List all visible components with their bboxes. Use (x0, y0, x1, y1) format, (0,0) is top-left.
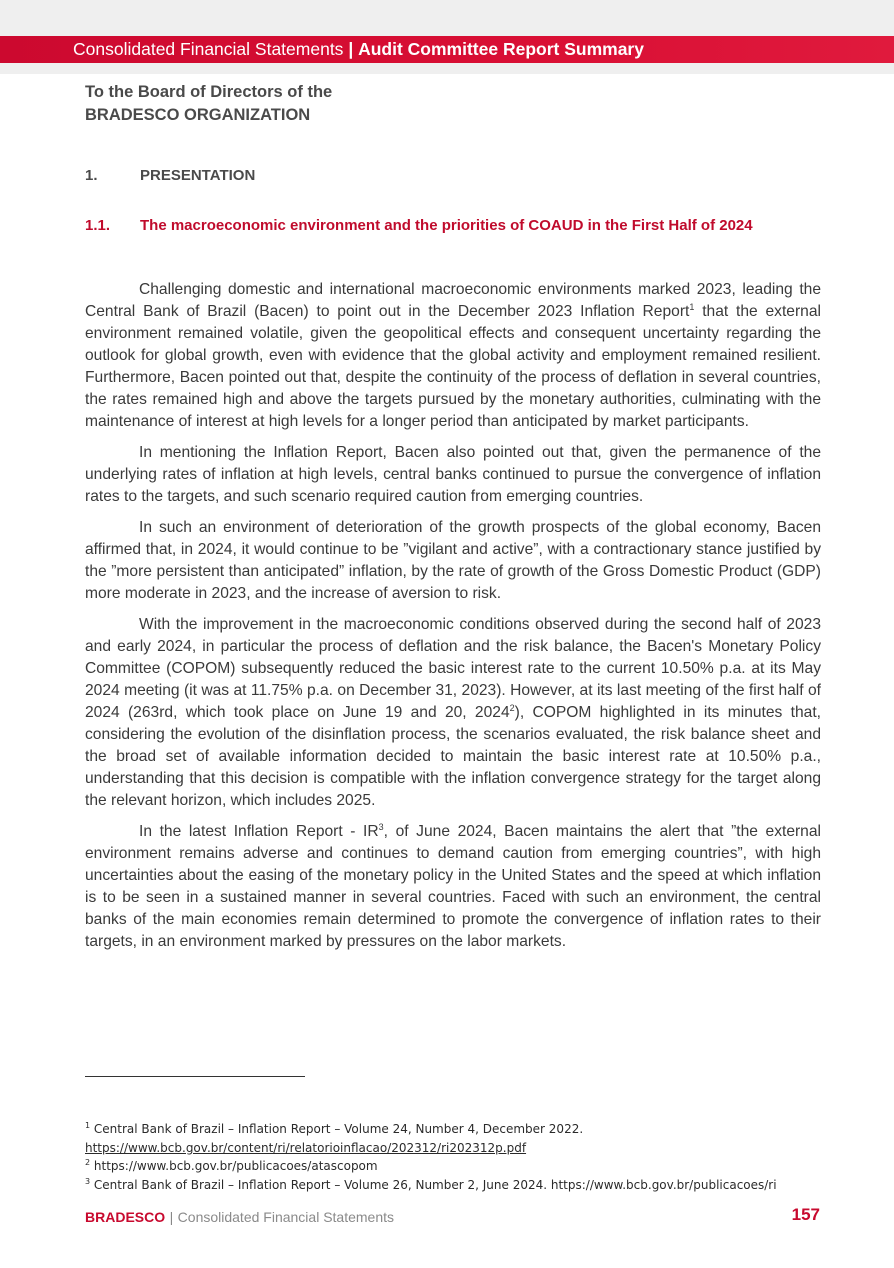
page-number: 157 (791, 1205, 820, 1224)
footnote-2 (85, 1157, 825, 1176)
paragraph-5-text-a: In the latest Inflation Report - IR (139, 823, 379, 840)
header-title: Audit Committee Report Summary (358, 39, 644, 59)
paragraph-5-text-b: , of June 2024, Bacen maintains the alert that ”the external environment remains adverse and continues to demand caution from emerging countries”, with high uncertainties about the easing of the monetary policy in the United States and the speed at which inflation is to be seen in a sustained manner in several countries. Faced with such an environment, the central banks of the main economies remain determined to promote the convergence of inflation rates to their targets, in an environment marked by pressures on the labor markets. (85, 823, 821, 950)
footnote-2-number: 2 (85, 1158, 91, 1167)
paragraph-1-text-b: that the external environment remained volatile, given the geopolitical effects and consequent uncertainty regarding the outlook for global growth, even with evidence that the global activity and employment remained resilient. Furthermore, Bacen pointed out that, despite the continuity of the process of deflation in several countries, the rates remained high and above the targets pursued by the monetary authorities, culminating with the maintenance of interest at high levels for a longer period than anticipated by market participants. (85, 303, 821, 430)
paragraph-5 (85, 821, 821, 953)
paragraph-2: In mentioning the Inflation Report, Bacen also pointed out that, given the permanence of the underlying rates of inflation at high levels, central banks continued to pursue the convergence of inflation rates to the targets, and such scenario required caution from emerging countries. (85, 444, 821, 505)
header-section: Consolidated Financial Statements (73, 39, 344, 59)
footnote-ref-3: 3 (378, 821, 384, 832)
salutation-line-2: BRADESCO ORGANIZATION (85, 106, 311, 124)
footnote-1-link[interactable]: https://www.bcb.gov.br/content/ri/relatorioinflacao/202312/ri202312p.pdf (85, 1140, 527, 1155)
footnote-1 (85, 1120, 825, 1139)
subsection-number: 1.1. (85, 217, 111, 234)
footnote-divider (85, 1076, 305, 1077)
salutation-line-1: To the Board of Directors of the (85, 83, 333, 101)
footer-separator: | (169, 1209, 174, 1225)
footnote-3-number: 3 (85, 1176, 91, 1186)
salutation (85, 81, 332, 127)
section-number: 1. (85, 167, 98, 184)
subsection-title: The macroeconomic environment and the priorities of COAUD in the First Half of 2024 (140, 217, 753, 234)
paragraph-4 (85, 614, 821, 812)
footnote-3 (85, 1176, 825, 1195)
footnote-2-text: https://www.bcb.gov.br/publicacoes/atascopom (90, 1159, 378, 1173)
footnote-ref-1: 1 (689, 301, 695, 312)
footnote-3-text: Central Bank of Brazil – Inflation Report – Volume 26, Number 2, June 2024. https://www.bcb.gov.br/publicacoes/ri (90, 1177, 777, 1192)
header-sub-band (0, 63, 894, 74)
footnote-1-text: Central Bank of Brazil – Inflation Report – Volume 24, Number 4, December 2022. (90, 1122, 584, 1136)
paragraph-4-text-a: With the improvement in the macroeconomic conditions observed during the second half of 2023 and early 2024, in particular the process of deflation and the risk balance, the Bacen's Monetary Policy Committee (COPOM) subsequently reduced the basic interest rate to the current 10.50% p.a. at its May 2024 meeting (it was at 11.75% p.a. on December 31, 2023). However, at its last meeting of the first half of 2024 (263rd, which took place on June 19 and 20, 2024 (85, 616, 821, 721)
paragraph-4-text-b: ), COPOM highlighted in its minutes that, considering the evolution of the disinflation process, the scenarios evaluated, the risk balance sheet and the broad set of available information decided to maintain the basic interest rate at 10.50% p.a., understanding that this decision is compatible with the inflation convergence strategy for the target along the relevant horizon, which includes 2025. (85, 704, 821, 809)
section-title: PRESENTATION (140, 167, 256, 184)
top-margin-band (0, 0, 894, 36)
footnotes (85, 1120, 825, 1194)
footer-doc-title: Consolidated Financial Statements (177, 1209, 395, 1225)
body-text (85, 279, 821, 962)
paragraph-3: In such an environment of deterioration of the growth prospects of the global economy, Bacen affirmed that, in 2024, it would continue to be ”vigilant and active”, with a contractionary stance justified by the ”more persistent than anticipated” inflation, by the rate of growth of the Gross Domestic Product (GDP) more moderate in 2023, and the increase of aversion to risk. (85, 519, 821, 602)
footnote-ref-2: 2 (509, 702, 515, 713)
header-separator: | (348, 39, 354, 59)
footnote-1-number: 1 (85, 1121, 91, 1130)
page-footer (85, 1206, 820, 1228)
paragraph-1-text-a: Challenging domestic and international macroeconomic environments marked 2023, leading the Central Bank of Brazil (Bacen) to point out in the December 2023 Inflation Report (85, 281, 821, 320)
paragraph-1 (85, 279, 821, 433)
footer-brand: BRADESCO (85, 1209, 166, 1225)
header-bar (0, 36, 894, 63)
